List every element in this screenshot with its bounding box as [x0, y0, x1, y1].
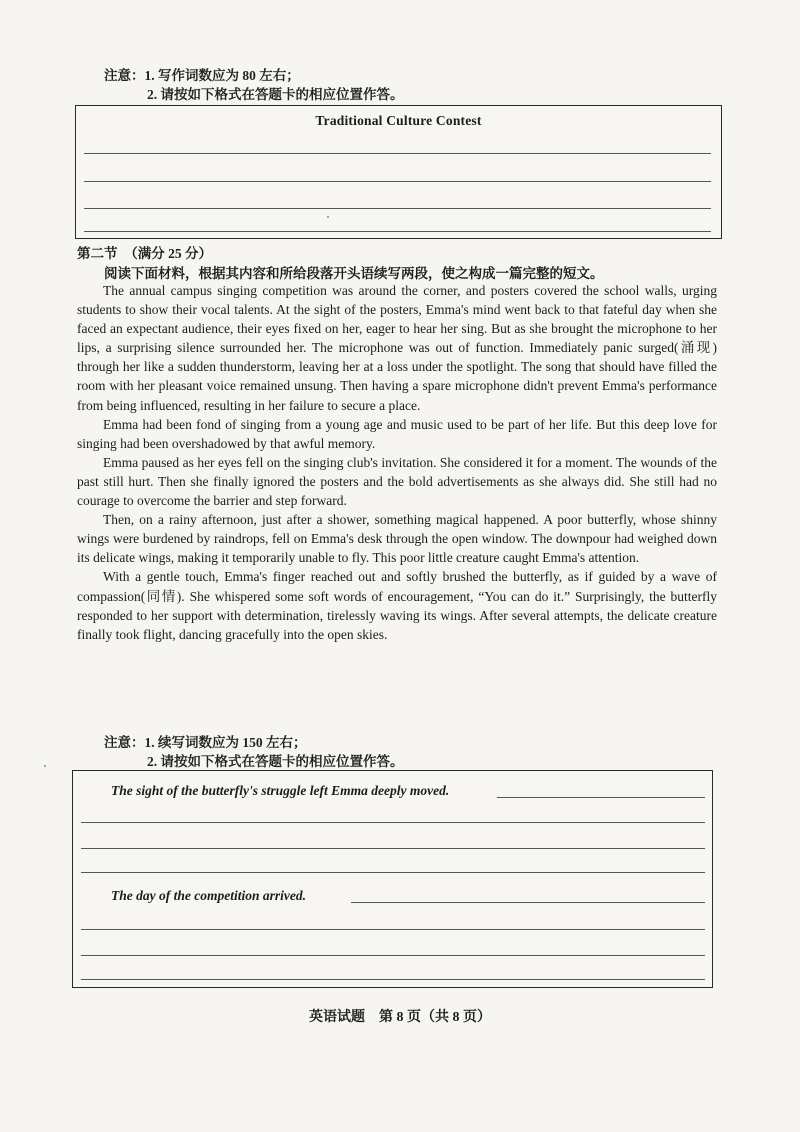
- writing-note-2: 2. 请按如下格式在答题卡的相应位置作答。: [147, 87, 404, 102]
- writing-note-1: 注意：1. 写作词数应为 80 左右；: [104, 68, 300, 83]
- answer-line: [81, 872, 705, 873]
- reading-passage: [77, 281, 717, 644]
- continuation-note-2: 2. 请按如下格式在答题卡的相应位置作答。: [147, 754, 404, 769]
- passage-paragraph: Emma had been fond of singing from a young age and music used to be part of her life. But this deep love for singing had been overshadowed by that awful memory.: [77, 416, 717, 451]
- passage-paragraph: The annual campus singing competition was around the corner, and posters covered the school walls, urging students to show their vocal talents. At the sight of the posters, Emma's mind went back to that fateful day when she faced an expectant audience, their eyes fixed on her, eager to hear her sing. But as she brought the microphone to her lips, a surprising silence surrounded her. The microphone was out of function. Immediately panic surged(涌现) through her like a sudden thunderstorm, leaving her at a loss under the spotlight. The song that should have filled the room with her pleasant voice remained unsung. Then having a spare microphone didn't prevent Emma's performance from being influenced, resulting in her failure to secure a place.: [77, 283, 717, 413]
- answer-line: [84, 153, 711, 154]
- continuation-notes: [104, 733, 404, 771]
- answer-line: [81, 929, 705, 930]
- answer-line: [81, 848, 705, 849]
- answer-line: [81, 979, 705, 980]
- section-instruction: 阅读下面材料，根据其内容和所给段落开头语续写两段，使之构成一篇完整的短文。: [104, 266, 604, 281]
- page-footer: 英语试题 第 8 页（共 8 页）: [309, 1010, 491, 1025]
- continuation-answer-box: [72, 770, 713, 988]
- passage-paragraph: With a gentle touch, Emma's finger reached out and softly brushed the butterfly, as if guided by a wave of compassion(同情). She whispered some soft words of encouragement, “You can do it.” Surprisingly, the butterfly responded to her support with determination, tirelessly waving its wings. After several attempts, the delicate creature finally took flight, dancing gracefully into the open skies.: [77, 569, 717, 642]
- answer-line: [351, 902, 705, 903]
- writing-notes: [104, 66, 404, 104]
- paragraph-prompt-1: The sight of the butterfly's struggle left Emma deeply moved.: [111, 783, 450, 798]
- section-heading: 第二节 （满分 25 分）: [77, 246, 212, 261]
- answer-line: [84, 208, 711, 209]
- speck-mark: [327, 216, 329, 218]
- continuation-note-1: 注意：1. 续写词数应为 150 左右；: [104, 735, 307, 750]
- passage-paragraph: Then, on a rainy afternoon, just after a shower, something magical happened. A poor butterfly, whose shinny wings were burdened by raindrops, fell on Emma's desk through the open window. The downpour had weighed down its delicate wings, making it temporarily unable to fly. This poor little creature caught Emma's attention.: [77, 512, 717, 566]
- paragraph-prompt-2: The day of the competition arrived.: [111, 888, 306, 903]
- contest-answer-box: [75, 105, 722, 239]
- answer-line: [84, 231, 711, 232]
- answer-line: [84, 181, 711, 182]
- speck-mark: [44, 765, 46, 767]
- passage-paragraph: Emma paused as her eyes fell on the singing club's invitation. She considered it for a moment. The wounds of the past still hurt. Then she finally ignored the posters and the bold advertisements as she always did. She still had no courage to overcome the barrier and step forward.: [77, 454, 717, 509]
- contest-box-title: Traditional Culture Contest: [315, 113, 482, 128]
- answer-line: [81, 955, 705, 956]
- answer-line: [497, 797, 705, 798]
- answer-line: [81, 822, 705, 823]
